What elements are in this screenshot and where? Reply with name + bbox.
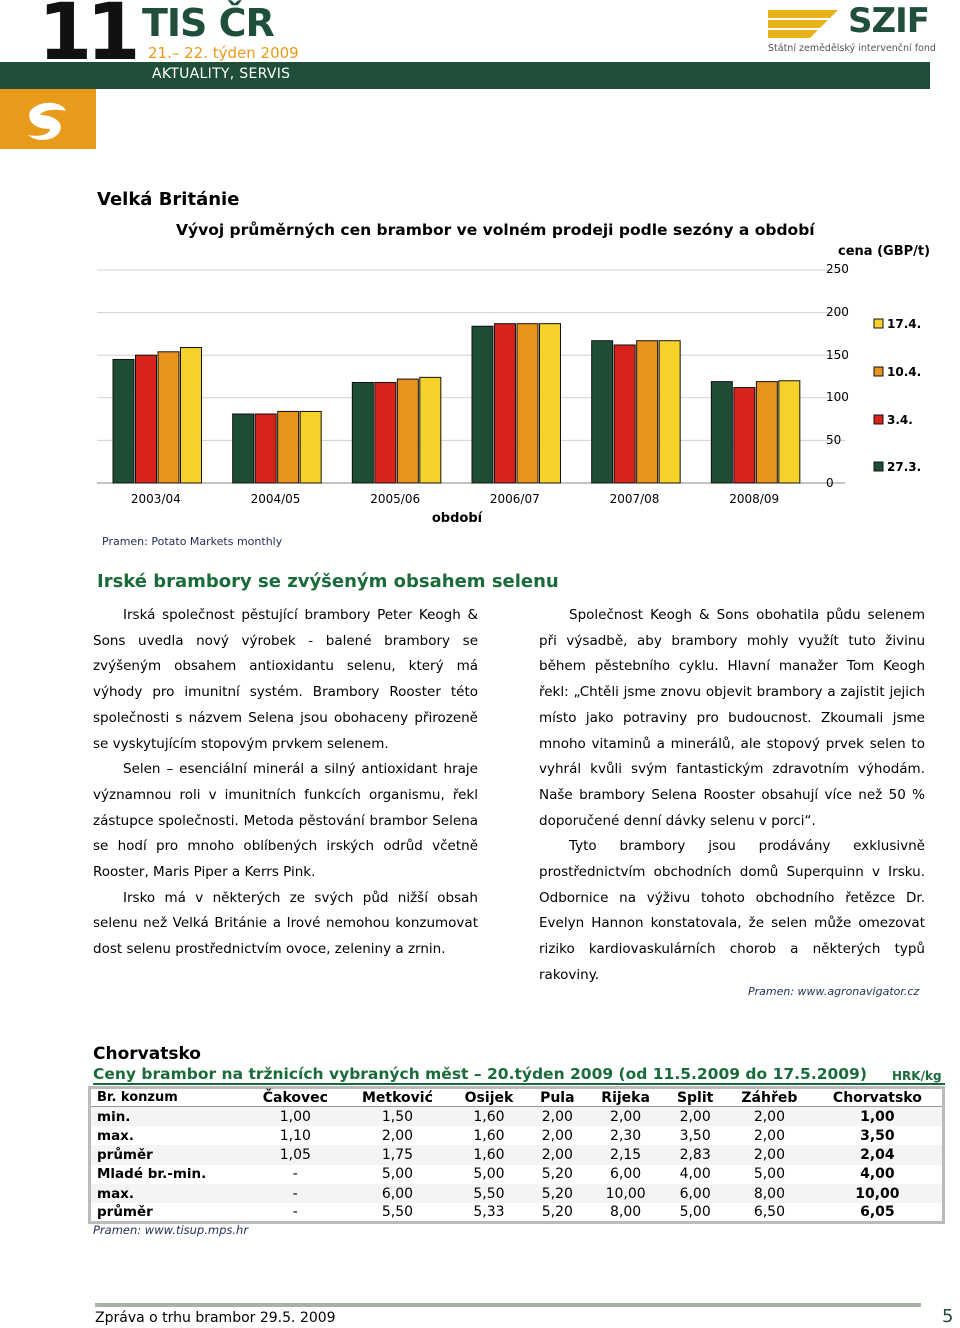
chart-bar <box>300 411 321 483</box>
column-header: Čakovec <box>246 1088 344 1107</box>
column-header: Chorvatsko <box>813 1088 944 1107</box>
table-cell: 2,83 <box>664 1145 726 1164</box>
table-cell: 5,20 <box>541 1166 573 1183</box>
chart-bar <box>233 414 254 483</box>
table-cell: 5,20 <box>541 1204 573 1221</box>
chart-legend-swatch <box>874 415 883 424</box>
footer-divider <box>95 1303 921 1307</box>
croatia-price-table <box>88 1086 945 1224</box>
chart-bar <box>158 352 179 483</box>
table-cell: 10,00 <box>587 1184 664 1203</box>
chart-x-tick-label: 2006/07 <box>489 492 540 506</box>
chart-bar <box>397 379 418 483</box>
table-cell: 1,00 <box>246 1107 344 1126</box>
row-label: max. <box>97 1127 135 1144</box>
table-cell: 1,50 <box>345 1107 451 1126</box>
page-number: 5 <box>942 1306 954 1327</box>
table-cell: - <box>292 1204 298 1221</box>
croatia-unit: HRK/kg <box>892 1069 942 1083</box>
table-cell: 1,10 <box>279 1127 311 1144</box>
column-header: Záhřeb <box>726 1088 813 1107</box>
table-cell: 10,00 <box>813 1184 944 1203</box>
chart-legend-label: 17.4. <box>887 317 922 331</box>
chart-bar <box>756 382 777 483</box>
chart-x-tick-label: 2008/09 <box>729 492 780 506</box>
chart-bar <box>113 359 134 483</box>
table-cell: 8,00 <box>610 1204 642 1221</box>
footer-title: Zpráva o trhu brambor 29.5. 2009 <box>95 1310 336 1326</box>
divider <box>93 1083 945 1085</box>
chart-y-tick-label: 250 <box>826 262 849 276</box>
chart-bar <box>181 348 202 483</box>
table-cell: 2,00 <box>587 1107 664 1126</box>
table-cell: 5,00 <box>753 1166 785 1183</box>
row-label: max. <box>90 1184 247 1203</box>
table-cell: 1,60 <box>450 1107 527 1126</box>
table-cell: 6,05 <box>860 1204 895 1221</box>
table-cell: 2,15 <box>587 1145 664 1164</box>
table-cell: 2,00 <box>726 1107 813 1126</box>
table-cell: 2,00 <box>664 1107 726 1126</box>
chart-legend-swatch <box>874 367 883 376</box>
ireland-paragraph: Tyto brambory jsou prodávány exklusivně prostřednictvím obchodních domů Superquinn v Irsku. Odbornice na výživu tohoto obchodního řetězce Dr. Evelyn Hannon konstatovala, že selen může omezovat riziko kardiovaskulárních chorob a některých typů rakoviny. <box>539 838 925 983</box>
row-label: průměr <box>90 1145 247 1164</box>
chart-bar <box>659 341 680 483</box>
org-full-name: Státní zemědělský intervenční fond <box>768 43 936 54</box>
chart-bar <box>734 388 755 483</box>
table-cell: 2,00 <box>753 1127 785 1144</box>
table-cell: 4,00 <box>679 1166 711 1183</box>
chart-bar <box>517 324 538 483</box>
ireland-left-column <box>93 603 478 963</box>
table-row <box>90 1145 944 1164</box>
ireland-source: Pramen: www.agronavigator.cz <box>748 985 920 998</box>
chart-x-tick-label: 2005/06 <box>370 492 421 506</box>
chart-legend <box>874 317 921 474</box>
chart-x-tick-label: 2004/05 <box>250 492 301 506</box>
chart-bar <box>592 341 613 483</box>
chart-legend-label: 3.4. <box>887 413 913 427</box>
chart-y-tick-label: 0 <box>826 476 834 490</box>
chart-bar <box>278 411 299 483</box>
croatia-table-title: Ceny brambor na tržnicích vybraných měst – 20.týden 2009 (od 11.5.2009 do 17.5.2009) <box>93 1065 867 1083</box>
table-header-row <box>90 1088 944 1107</box>
column-header: Pula <box>528 1088 587 1107</box>
chart-legend-swatch <box>874 462 883 471</box>
chart-x-tick-label: 2007/08 <box>609 492 660 506</box>
chart-bar <box>495 324 516 483</box>
croatia-source: Pramen: www.tisup.mps.hr <box>93 1223 249 1237</box>
ireland-paragraph: Irsko má v některých ze svých půd nižší obsah selenu než Velká Británie a Irové nemohou konzumovat dost selenu prostřednictvím ovoce, zeleniny a zrnin. <box>93 889 478 958</box>
table-cell: 2,30 <box>610 1127 642 1144</box>
chart-legend-label: 10.4. <box>887 365 922 379</box>
issue-number: 11 <box>38 0 135 78</box>
table-cell: 2,00 <box>541 1127 573 1144</box>
ireland-paragraph: Společnost Keogh & Sons obohatila půdu selenem při výsadbě, aby brambory mohly využít tuto živinu během pěstebního cyklu. Hlavní manažer Tom Keogh řekl: „Chtěli jsme znovu objevit brambory a zajistit jejich místo jako potraviny pro budoucnost. Zkoumali jsme mnoho vitaminů a minerálů, ale stopový prvek selen to vyhrál kvůli svým fantastickým zdravotním výhodám. Naše brambory Selena Rooster obsahují více než 50 % doporučené denní dávky selenu v porci“. <box>539 607 925 829</box>
chart-legend-label: 27.3. <box>887 460 922 474</box>
chart-y-ticks <box>826 262 849 490</box>
chart-bar <box>352 382 373 483</box>
table-row <box>90 1107 944 1126</box>
chart-bar <box>779 381 800 483</box>
table-cell: 5,00 <box>679 1204 711 1221</box>
table-cell: 6,00 <box>610 1166 642 1183</box>
ireland-paragraph: Irská společnost pěstující brambory Peter Keogh & Sons uvedla nový výrobek - balené brambory se zvýšeným obsahem antioxidantu selenu, který má výhody pro imunitní systém. Brambory Rooster této společnosti s názvem Selena jsou obohaceny přirozeně se vyskytujícím stopovým prvkem selenem. <box>93 607 478 752</box>
table-cell: 2,00 <box>726 1145 813 1164</box>
table-cell: 5,00 <box>381 1166 414 1183</box>
column-header: Split <box>664 1088 726 1107</box>
issue-week: 21.– 22. týden 2009 <box>148 44 299 62</box>
chart-x-axis-label: období <box>431 511 483 526</box>
table-cell: - <box>246 1184 344 1203</box>
row-label: průměr <box>97 1204 153 1221</box>
chart-x-ticks <box>131 492 779 506</box>
table-cell: 2,00 <box>528 1145 587 1164</box>
ireland-right-column <box>539 603 925 989</box>
table-cell: 1,75 <box>345 1145 451 1164</box>
table-cell: 1,00 <box>813 1107 944 1126</box>
row-label: min. <box>90 1107 247 1126</box>
table-cell: 5,20 <box>528 1184 587 1203</box>
chart-bar <box>711 382 732 483</box>
chart-y-axis-label: cena (GBP/t) <box>838 244 931 259</box>
table-cell: 1,05 <box>246 1145 344 1164</box>
chart-y-tick-label: 100 <box>826 390 849 404</box>
column-header: Metković <box>345 1088 451 1107</box>
table-cell: 5,50 <box>450 1184 527 1203</box>
table-row <box>90 1203 944 1222</box>
chart-bar <box>614 345 635 483</box>
chart-legend-swatch <box>874 319 883 328</box>
brand-title: TIS ČR <box>142 1 274 45</box>
chart-bars <box>113 324 800 483</box>
chart-y-tick-label: 150 <box>826 348 849 362</box>
org-logo-text: SZIF <box>848 1 930 41</box>
table-cell: 2,00 <box>381 1127 414 1144</box>
table-cell: 3,50 <box>860 1127 895 1144</box>
table-cell: 6,50 <box>753 1204 785 1221</box>
chart-y-tick-label: 200 <box>826 305 849 319</box>
uk-section-title: Velká Británie <box>97 189 240 210</box>
table-cell: 1,60 <box>450 1145 527 1164</box>
ireland-paragraph: Selen – esenciální minerál a silný antioxidant hraje významnou roli v imunitních funkcích organismu, řekl zástupce společnosti. Metoda pěstování brambor Selena se hodí pro mnoho oblíbených irských odrůd včetně Rooster, Maris Piper a Kerrs Pink. <box>93 761 478 881</box>
chart-title: Vývoj průměrných cen brambor ve volném prodeji podle sezóny a období <box>176 221 815 239</box>
section-label: AKTUALITY, SERVIS <box>152 66 291 82</box>
table-row <box>90 1184 944 1203</box>
table-cell: 6,00 <box>664 1184 726 1203</box>
table-corner-label: Br. konzum <box>90 1088 247 1107</box>
chart-bar <box>255 414 276 483</box>
table-cell: - <box>292 1166 298 1183</box>
table-cell: 1,60 <box>473 1127 505 1144</box>
table-cell: 3,50 <box>679 1127 711 1144</box>
column-header: Rijeka <box>587 1088 664 1107</box>
table-cell: 6,00 <box>345 1184 451 1203</box>
chart-source: Pramen: Potato Markets monthly <box>102 535 283 548</box>
column-header: Osijek <box>450 1088 527 1107</box>
table-row <box>90 1126 944 1145</box>
chart-x-tick-label: 2003/04 <box>130 492 181 506</box>
row-label: Mladé br.-min. <box>97 1166 207 1183</box>
table-row <box>90 1165 944 1184</box>
chart-y-tick-label: 50 <box>826 433 842 447</box>
chart-bar <box>375 382 396 483</box>
table-cell: 4,00 <box>860 1166 895 1183</box>
table-cell: 5,00 <box>473 1166 505 1183</box>
croatia-section-title: Chorvatsko <box>93 1044 201 1064</box>
price-bar-chart <box>0 0 960 560</box>
chart-bar <box>540 324 561 483</box>
table-cell: 2,04 <box>813 1145 944 1164</box>
ireland-section-title: Irské brambory se zvýšeným obsahem selenu <box>97 571 559 592</box>
table-cell: 5,50 <box>381 1204 414 1221</box>
chart-bar <box>136 355 157 483</box>
chart-bar <box>472 326 493 483</box>
table-cell: 8,00 <box>726 1184 813 1203</box>
table-cell: 2,00 <box>528 1107 587 1126</box>
chart-bar <box>420 377 441 483</box>
chart-bar <box>637 341 658 483</box>
table-cell: 5,33 <box>473 1204 505 1221</box>
